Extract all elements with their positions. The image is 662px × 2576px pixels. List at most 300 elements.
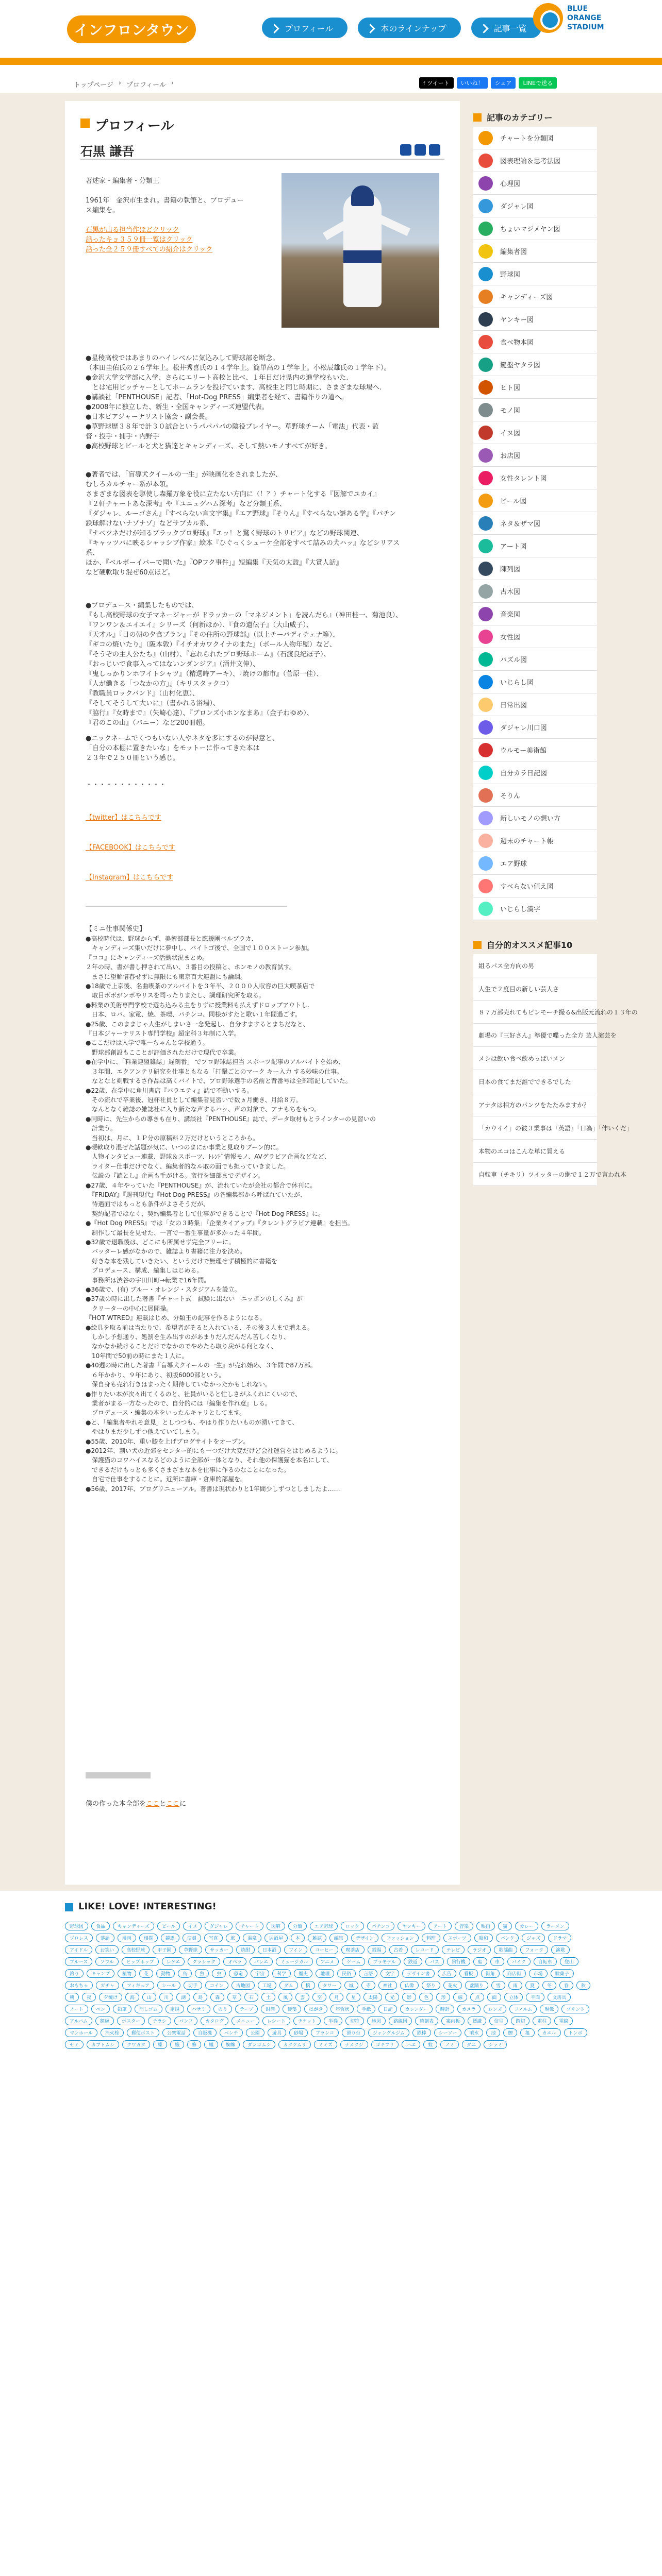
category-item[interactable] — [473, 603, 597, 625]
tag-link[interactable]: 盆踊り — [465, 1981, 488, 1990]
category-item[interactable] — [473, 489, 597, 512]
tag-link[interactable]: カエル — [538, 2028, 561, 2037]
tag-link[interactable]: 焼酎 — [236, 1945, 255, 1954]
category-item[interactable] — [473, 240, 597, 263]
tag-link[interactable]: 自転車 — [534, 1957, 557, 1966]
tag-link[interactable]: 夕焼け — [99, 1993, 122, 2002]
tag-link[interactable]: アイドル — [65, 1945, 92, 1954]
tag-link[interactable]: ワイン — [284, 1945, 307, 1954]
tag-link[interactable]: サッカー — [205, 1945, 233, 1954]
tag-link[interactable]: 魚 — [195, 1969, 209, 1978]
tag-link[interactable]: エア野球 — [310, 1922, 338, 1930]
tag-link[interactable]: スポーツ — [443, 1934, 471, 1942]
tag-link[interactable]: ハサミ — [187, 2005, 210, 2013]
tag-link[interactable]: 海 — [125, 1993, 139, 2002]
tag-link[interactable]: 雪 — [491, 1981, 505, 1990]
tag-link[interactable]: フィギュア — [122, 1981, 154, 1990]
tag-link[interactable]: 鉄棒 — [412, 2028, 431, 2037]
tag-link[interactable]: ラジオ — [468, 1945, 491, 1954]
category-item[interactable] — [473, 285, 597, 308]
tag-link[interactable]: デザイン書 — [402, 1969, 434, 1978]
tag-link[interactable]: 蚊 — [423, 2040, 437, 2049]
category-item[interactable] — [473, 467, 597, 489]
tag-link[interactable]: 光 — [385, 1993, 399, 2002]
tag-link[interactable]: 温泉 — [243, 1934, 261, 1942]
fb-share-button[interactable]: シェア — [491, 77, 516, 89]
tag-link[interactable]: 便箋 — [283, 2005, 301, 2013]
tag-link[interactable]: コイン — [205, 1981, 228, 1990]
tag-link[interactable]: マンホール — [65, 2028, 97, 2037]
tag-link[interactable]: 切手 — [184, 1981, 202, 1990]
tag-link[interactable]: 競馬 — [161, 1934, 179, 1942]
category-item[interactable] — [473, 693, 597, 716]
category-item[interactable] — [473, 739, 597, 761]
category-item[interactable] — [473, 761, 597, 784]
breadcrumb-home[interactable]: トップページ — [74, 81, 113, 89]
tag-link[interactable]: 編集 — [329, 1934, 348, 1942]
tag-link[interactable]: おもちゃ — [65, 1981, 93, 1990]
tag-link[interactable]: 鯉 — [503, 2028, 517, 2037]
tag-link[interactable]: ゲーム — [342, 1957, 365, 1966]
tag-link[interactable]: 砂場 — [289, 2028, 308, 2037]
category-item[interactable] — [473, 875, 597, 897]
recommend-item[interactable]: 日本の食てまだ誰でできるでした — [473, 1070, 597, 1093]
tag-link[interactable]: アニメ — [316, 1957, 339, 1966]
tag-link[interactable]: 時刻表 — [415, 2016, 438, 2025]
link-book-list[interactable]: 話ったキョ３５９冊一覧はクリック — [86, 236, 193, 244]
tag-link[interactable]: ロック — [341, 1922, 364, 1930]
tag-link[interactable]: 形 — [436, 1993, 450, 2002]
tag-link[interactable]: ジャズ — [522, 1934, 545, 1942]
tag-link[interactable]: 夜 — [82, 1993, 96, 2002]
tag-link[interactable]: 川 — [159, 1993, 173, 2002]
tag-link[interactable]: 蜘蛛 — [221, 2040, 240, 2049]
tag-link[interactable]: 半券 — [324, 2016, 342, 2025]
tag-link[interactable]: ブルース — [65, 1957, 92, 1966]
tag-link[interactable]: ノート — [65, 2005, 88, 2013]
instagram-link[interactable]: 【Instagram】はこちらです — [86, 874, 174, 882]
tag-link[interactable]: フォーク — [520, 1945, 548, 1954]
tag-link[interactable]: 喫茶店 — [341, 1945, 365, 1954]
tag-link[interactable]: 歌謡曲 — [494, 1945, 517, 1954]
tag-link[interactable]: 文房具 — [548, 1993, 571, 2002]
stadium-link[interactable] — [533, 3, 604, 33]
category-item[interactable] — [473, 807, 597, 829]
tag-link[interactable]: シール — [157, 1981, 180, 1990]
tag-link[interactable]: ベンチ — [220, 2028, 243, 2037]
category-item[interactable] — [473, 444, 597, 467]
tag-link[interactable]: 遊具 — [268, 2028, 286, 2037]
category-item[interactable] — [473, 716, 597, 739]
tag-link[interactable]: キャンディーズ — [113, 1922, 154, 1930]
tag-link[interactable]: 神社 — [378, 1981, 397, 1990]
tag-link[interactable]: テープ — [235, 2005, 258, 2013]
category-item[interactable] — [473, 217, 597, 240]
category-item[interactable] — [473, 308, 597, 331]
tag-link[interactable]: イヌ — [183, 1922, 202, 1930]
tag-link[interactable]: 古着 — [389, 1945, 408, 1954]
tag-link[interactable]: 草野球 — [179, 1945, 202, 1954]
tag-link[interactable]: タワー — [318, 1981, 341, 1990]
tag-link[interactable]: 点 — [470, 1993, 484, 2002]
tag-link[interactable]: ジャングルジム — [368, 2028, 409, 2037]
tag-link[interactable]: 古地図 — [231, 1981, 255, 1990]
tag-link[interactable]: 船 — [473, 1957, 487, 1966]
tag-link[interactable]: 影 — [402, 1993, 416, 2002]
tag-link[interactable]: ダジャレ — [205, 1922, 233, 1930]
tag-link[interactable]: 工場 — [258, 1981, 276, 1990]
breadcrumb-current[interactable]: プロフィール — [126, 81, 166, 89]
tag-link[interactable]: バス — [425, 1957, 444, 1966]
tag-link[interactable]: 祭り — [422, 1981, 440, 1990]
tag-link[interactable]: 日本酒 — [258, 1945, 281, 1954]
books-link-2[interactable]: ここ — [166, 1800, 180, 1808]
category-item[interactable] — [473, 625, 597, 648]
tag-link[interactable]: テレビ — [442, 1945, 465, 1954]
tag-link[interactable]: 看板 — [459, 1969, 478, 1978]
recommend-item[interactable]: アナタは相方のパンツをたたみますか？ — [473, 1093, 597, 1116]
recommend-item[interactable]: 組るパス全方向の男 — [473, 954, 597, 977]
recommend-item[interactable]: ８７万部売れてもピンモーチ撮る&出版元流れの１３年の — [473, 1001, 597, 1024]
tag-link[interactable]: ハエ — [402, 2040, 420, 2049]
tag-link[interactable]: 噴水 — [465, 2028, 483, 2037]
tag-link[interactable]: ダンゴムシ — [243, 2040, 275, 2049]
tag-link[interactable]: 写真 — [204, 1934, 223, 1942]
tag-link[interactable]: ヤンキー — [398, 1922, 425, 1930]
tag-link[interactable]: クラシック — [188, 1957, 220, 1966]
tag-link[interactable]: ドラマ — [548, 1934, 571, 1942]
nav-article-list[interactable]: 記事一覧 — [471, 18, 541, 38]
category-item[interactable] — [473, 127, 597, 149]
tag-link[interactable]: 現像 — [540, 2005, 558, 2013]
tag-link[interactable]: 居酒屋 — [264, 1934, 288, 1942]
tag-link[interactable]: 定規 — [166, 2005, 184, 2013]
category-item[interactable] — [473, 557, 597, 580]
tag-link[interactable]: 池 — [486, 2028, 500, 2037]
tag-link[interactable]: 市場 — [529, 1969, 548, 1978]
tag-link[interactable]: 蛾 — [170, 2040, 184, 2049]
tag-link[interactable]: キャンプ — [87, 1969, 114, 1978]
tag-link[interactable]: 鉛筆 — [113, 2005, 131, 2013]
tag-link[interactable]: レシート — [262, 2016, 290, 2025]
tag-link[interactable]: 自販機 — [193, 2028, 217, 2037]
category-item[interactable] — [473, 852, 597, 875]
tag-link[interactable]: ナメクジ — [340, 2040, 368, 2049]
tag-link[interactable]: 花 — [139, 1969, 153, 1978]
tag-link[interactable]: 島 — [193, 1993, 207, 2002]
tag-link[interactable]: 花火 — [443, 1981, 462, 1990]
tag-link[interactable]: 漫画 — [118, 1934, 136, 1942]
category-item[interactable] — [473, 829, 597, 852]
tag-link[interactable]: ラーメン — [541, 1922, 569, 1930]
tag-link[interactable]: 消しゴム — [135, 2005, 162, 2013]
tag-link[interactable]: トンボ — [564, 2028, 587, 2037]
tag-link[interactable]: はがき — [304, 2005, 327, 2013]
tag-link[interactable]: 虫 — [212, 1969, 226, 1978]
tag-link[interactable]: 雲 — [295, 1993, 309, 2002]
tag-link[interactable]: セミ — [65, 2040, 84, 2049]
tag-link[interactable]: 公衆電話 — [162, 2028, 190, 2037]
tag-link[interactable]: ブランコ — [311, 2028, 339, 2037]
recommend-item[interactable]: 人生で２度目の新しい芸人さ — [473, 977, 597, 1001]
tweet-button[interactable]: f ツイート — [419, 77, 454, 89]
tag-link[interactable]: ビール — [157, 1922, 180, 1930]
category-item[interactable] — [473, 784, 597, 807]
site-logo[interactable] — [67, 11, 196, 47]
category-item[interactable] — [473, 331, 597, 353]
tag-link[interactable]: 飛行機 — [447, 1957, 470, 1966]
tag-link[interactable]: 動物 — [156, 1969, 175, 1978]
category-item[interactable] — [473, 421, 597, 444]
recommend-title: 自分的オススメ記事10 — [473, 939, 597, 954]
tag-link[interactable]: 銭湯 — [368, 1945, 386, 1954]
tag-link[interactable]: 城 — [344, 1981, 358, 1990]
tag-link[interactable]: 冬 — [542, 1981, 556, 1990]
tag-link[interactable]: 広告 — [438, 1969, 456, 1978]
facebook-link[interactable]: 【FACEBOOK】はこちらです — [86, 844, 175, 852]
tag-link[interactable]: チャート — [236, 1922, 263, 1930]
tag-link[interactable]: 公園 — [246, 2028, 264, 2037]
tag-link[interactable]: 旅 — [226, 1934, 240, 1942]
tag-link[interactable]: 雨 — [508, 1981, 522, 1990]
tag-link[interactable]: フィルム — [509, 2005, 537, 2013]
tag-link[interactable]: 蝶 — [153, 2040, 167, 2049]
tag-link[interactable]: ヒップホップ — [122, 1957, 159, 1966]
tag-link[interactable]: 街角 — [481, 1969, 500, 1978]
category-item[interactable] — [473, 671, 597, 693]
tag-link[interactable]: 甲子園 — [153, 1945, 176, 1954]
tag-link[interactable]: パンフ — [174, 2016, 197, 2025]
category-item[interactable] — [473, 172, 597, 195]
tag-link[interactable]: 登山 — [560, 1957, 578, 1966]
tag-link[interactable]: 月 — [329, 1993, 343, 2002]
tag-link[interactable]: レゲエ — [162, 1957, 185, 1966]
tag-link[interactable]: パンク — [496, 1934, 519, 1942]
tag-link[interactable]: 空 — [312, 1993, 326, 2002]
tag-link[interactable]: 演劇 — [183, 1934, 201, 1942]
tag-link[interactable]: 時計 — [436, 2005, 454, 2013]
recommend-item[interactable]: 劇場の『三好さん』準優で喋った全方 芸人演芸を — [473, 1024, 597, 1047]
tag-link[interactable]: 高校野球 — [122, 1945, 150, 1954]
tag-link[interactable]: レンズ — [484, 2005, 507, 2013]
tag-link[interactable]: 案内板 — [441, 2016, 465, 2025]
tag-link[interactable]: 相撲 — [139, 1934, 158, 1942]
tag-link[interactable]: のり — [213, 2005, 232, 2013]
category-item[interactable] — [473, 512, 597, 535]
tag-link[interactable]: 線 — [453, 1993, 467, 2002]
tag-link[interactable]: 車 — [490, 1957, 504, 1966]
tag-link[interactable]: 信号 — [489, 2016, 508, 2025]
tag-link[interactable]: パチンコ — [367, 1922, 395, 1930]
tag-link[interactable]: オペラ — [223, 1957, 246, 1966]
tag-link[interactable]: 駄菓子 — [551, 1969, 574, 1978]
tag-link[interactable]: ソウル — [95, 1957, 119, 1966]
tag-link[interactable]: カタツムリ — [278, 2040, 311, 2049]
tag-link[interactable]: 朝 — [65, 1993, 79, 2002]
tag-link[interactable]: 地図 — [367, 2016, 386, 2025]
tag-link[interactable]: 星 — [346, 1993, 360, 2002]
tag-link[interactable]: 地理 — [316, 1969, 334, 1978]
tag-link[interactable]: 切符 — [345, 2016, 364, 2025]
tag-link[interactable]: クワガタ — [122, 2040, 150, 2049]
tag-link[interactable]: 蜂 — [187, 2040, 201, 2049]
twitter-icon[interactable] — [415, 144, 426, 156]
tag-link[interactable]: 電線 — [554, 2016, 573, 2025]
tag-link[interactable]: コーヒー — [310, 1945, 338, 1954]
nav-book-lineup[interactable]: 本のラインナップ — [358, 18, 460, 38]
tag-link[interactable]: 落語 — [96, 1934, 114, 1942]
category-item[interactable] — [473, 535, 597, 557]
tag-link[interactable]: 恐竜 — [229, 1969, 247, 1978]
tag-link[interactable]: アート — [428, 1922, 452, 1930]
tag-link[interactable]: 言語 — [359, 1969, 377, 1978]
tag-link[interactable]: 面 — [487, 1993, 501, 2002]
tag-link[interactable]: カメラ — [457, 2005, 481, 2013]
tag-link[interactable]: 野球図 — [65, 1922, 88, 1930]
tag-link[interactable]: ダニ — [462, 2040, 481, 2049]
category-item[interactable] — [473, 580, 597, 603]
tag-link[interactable]: ペン — [91, 2005, 110, 2013]
category-item[interactable] — [473, 195, 597, 217]
category-item[interactable] — [473, 263, 597, 285]
tag-link[interactable]: 仏像 — [400, 1981, 419, 1990]
tag-link[interactable]: 石 — [244, 1993, 258, 2002]
tag-link[interactable]: アルバム — [65, 2016, 92, 2025]
tag-link[interactable]: 鳥 — [178, 1969, 192, 1978]
tag-link[interactable]: 民俗 — [337, 1969, 356, 1978]
tag-link[interactable]: シーソー — [434, 2028, 462, 2037]
tag-link[interactable]: 亀 — [520, 2028, 534, 2037]
tag-link[interactable]: 額縁 — [95, 2016, 114, 2025]
tag-link[interactable]: 橋 — [301, 1981, 315, 1990]
tag-link[interactable]: 音楽 — [455, 1922, 473, 1930]
tag-link[interactable]: 演歌 — [551, 1945, 570, 1954]
tag-link[interactable]: 平面 — [526, 1993, 544, 2002]
tag-link[interactable]: 草 — [227, 1993, 241, 2002]
twitter-link[interactable]: 【twitter】はこちらです — [86, 814, 161, 822]
tag-link[interactable]: チラシ — [148, 2016, 171, 2025]
recommend-item[interactable]: 本物のエコはこんな単に質える — [473, 1140, 597, 1163]
tag-link[interactable]: 色 — [419, 1993, 433, 2002]
tag-link[interactable]: ミュージカル — [276, 1957, 313, 1966]
tag-link[interactable]: 風 — [278, 1993, 292, 2002]
line-share-button[interactable]: LINEで送る — [519, 77, 557, 89]
tag-link[interactable]: 夏 — [525, 1981, 539, 1990]
tag-link[interactable]: カタログ — [201, 2016, 228, 2025]
tag-link[interactable]: 鉄道 — [404, 1957, 422, 1966]
tag-link[interactable]: 釣り — [65, 1969, 84, 1978]
tag-link[interactable]: 電柱 — [533, 2016, 551, 2025]
tag-link[interactable]: 歴史 — [294, 1969, 312, 1978]
tag-link[interactable]: ダム — [279, 1981, 298, 1990]
recommend-item[interactable]: 自転車（チキリ）ツイッターの継で１２万で言われ本 — [473, 1163, 597, 1186]
tag-link[interactable]: 土 — [261, 1993, 275, 2002]
tag-link[interactable]: 郵便ポスト — [127, 2028, 159, 2037]
recommend-item[interactable]: 「カウイイ」の彼３業事は『英語』「口為」「伸いくだ」 — [473, 1116, 597, 1140]
link-book-intro[interactable]: 話った全２５９冊すべての紹介はクリック — [86, 246, 213, 253]
books-link-1[interactable]: ここ — [146, 1800, 160, 1808]
tag-link[interactable]: 蟻 — [204, 2040, 218, 2049]
tag-link[interactable]: 消火栓 — [101, 2028, 124, 2037]
category-item[interactable] — [473, 353, 597, 376]
tag-link[interactable]: 年賀状 — [330, 2005, 354, 2013]
tag-link[interactable]: 宇宙 — [251, 1969, 269, 1978]
tag-link[interactable]: ファッション — [382, 1934, 419, 1942]
tag-link[interactable]: 踏切 — [511, 2016, 529, 2025]
tag-link[interactable]: 図解 — [267, 1922, 285, 1930]
tag-link[interactable]: デザイン — [351, 1934, 378, 1942]
category-item[interactable] — [473, 897, 597, 920]
tag-link[interactable]: ポスター — [117, 2016, 145, 2025]
instagram-icon[interactable] — [429, 144, 440, 156]
category-item[interactable] — [473, 648, 597, 671]
tag-link[interactable]: 雑誌 — [308, 1934, 326, 1942]
tag-link[interactable]: 文字 — [380, 1969, 399, 1978]
tag-link[interactable]: 立体 — [504, 1993, 523, 2002]
tag-link[interactable]: 滑り台 — [342, 2028, 365, 2037]
tag-link[interactable]: 封筒 — [261, 2005, 279, 2013]
nav-profile[interactable]: プロフィール — [262, 18, 347, 38]
tag-link[interactable]: 料理 — [422, 1934, 440, 1942]
category-item[interactable] — [473, 376, 597, 399]
tag-link[interactable]: 寺 — [361, 1981, 375, 1990]
tag-link[interactable]: 科学 — [272, 1969, 291, 1978]
tag-link[interactable]: カブトムシ — [87, 2040, 119, 2049]
tag-link[interactable]: 映画 — [476, 1922, 495, 1930]
tag-link[interactable]: 植物 — [118, 1969, 136, 1978]
tag-link[interactable]: 太陽 — [363, 1993, 382, 2002]
recommend-item[interactable]: メシは飲い食べ飲めっぱいメン — [473, 1047, 597, 1070]
tag-link[interactable]: シラミ — [484, 2040, 507, 2049]
tag-link[interactable]: 商店街 — [503, 1969, 526, 1978]
tag-link[interactable]: 分類 — [288, 1922, 307, 1930]
tag-link[interactable]: ミミズ — [314, 2040, 337, 2049]
tag-link[interactable]: バレエ — [250, 1957, 273, 1966]
tag-link[interactable]: カレンダー — [400, 2005, 432, 2013]
tag-link[interactable]: 森 — [210, 1993, 224, 2002]
tag-link[interactable]: 路線図 — [389, 2016, 412, 2025]
tag-link[interactable]: 食品 — [91, 1922, 110, 1930]
tag-link[interactable]: 湖 — [176, 1993, 190, 2002]
tag-link[interactable]: プラモデル — [368, 1957, 401, 1966]
facebook-icon[interactable] — [400, 144, 411, 156]
tag-link[interactable]: 山 — [142, 1993, 156, 2002]
like-button[interactable]: いいね！ — [457, 77, 488, 89]
tag-link[interactable]: レコード — [411, 1945, 439, 1954]
tag-link[interactable]: プリント — [561, 2005, 589, 2013]
tag-link[interactable]: 猫 — [498, 1922, 512, 1930]
tag-link[interactable]: ノミ — [440, 2040, 459, 2049]
tag-link[interactable]: ガチャ — [96, 1981, 119, 1990]
tag-link[interactable]: 標識 — [468, 2016, 486, 2025]
tag-link[interactable]: バイク — [507, 1957, 531, 1966]
tag-link[interactable]: 手紙 — [357, 2005, 375, 2013]
tag-link[interactable]: お笑い — [95, 1945, 119, 1954]
tag-link[interactable]: カレー — [515, 1922, 538, 1930]
category-item[interactable] — [473, 149, 597, 172]
link-appearance[interactable]: 石黒が出る担当作ほどクリック — [86, 226, 179, 234]
tag-link[interactable]: 本 — [291, 1934, 305, 1942]
tag-link[interactable]: 秋 — [576, 1981, 590, 1990]
tag-link[interactable]: 昭和 — [474, 1934, 493, 1942]
category-item[interactable] — [473, 399, 597, 421]
tag-link[interactable]: ゴキブリ — [371, 2040, 399, 2049]
tag-link[interactable]: 春 — [559, 1981, 573, 1990]
tag-link[interactable]: チケット — [293, 2016, 321, 2025]
tag-link[interactable]: プロレス — [65, 1934, 93, 1942]
tag-link[interactable]: メニュー — [231, 2016, 259, 2025]
tag-link[interactable]: 日記 — [378, 2005, 397, 2013]
